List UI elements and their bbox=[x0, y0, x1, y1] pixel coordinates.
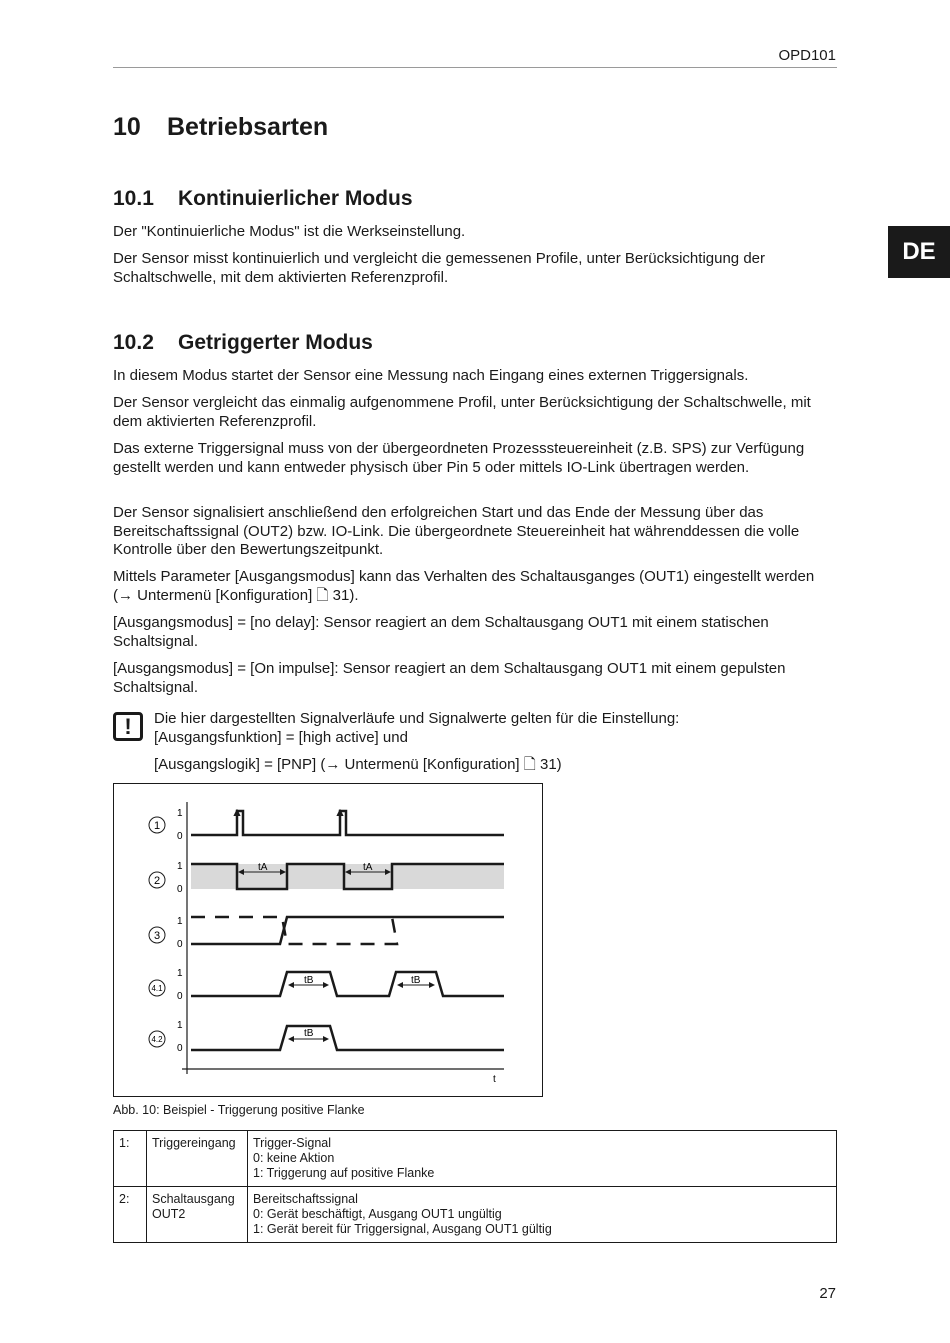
note-line: [Ausgangslogik] = [PNP] (→ Untermenü [Konfiguration] 🗋 31) bbox=[154, 756, 562, 773]
low-level-label: 0 bbox=[177, 884, 183, 895]
paragraph: Das externe Triggersignal muss von der übergeordneten Prozesssteuereinheit (z.B. SPS) zur Verfügung gestellt werden und kann entweder physisch über Pin 5 oder mittels IO-Link übertragen werden. bbox=[113, 440, 805, 476]
table-row bbox=[114, 1131, 837, 1187]
time-axis-label: t bbox=[493, 1074, 496, 1085]
legend-number: 2: bbox=[114, 1187, 147, 1243]
signal-label: 1 bbox=[153, 820, 161, 832]
section-title: Kontinuierlicher Modus bbox=[178, 187, 413, 210]
legend-description bbox=[248, 1131, 837, 1187]
warning-icon: ! bbox=[113, 712, 143, 741]
high-level-label: 1 bbox=[177, 968, 183, 979]
duration-label-ta: tA bbox=[363, 862, 373, 873]
low-level-label: 0 bbox=[177, 831, 183, 842]
timing-diagram-svg bbox=[114, 784, 542, 1096]
high-level-label: 1 bbox=[177, 808, 183, 819]
duration-label-tb: tB bbox=[304, 1028, 314, 1039]
table-row bbox=[114, 1187, 837, 1243]
legend-desc-line: Bereitschaftssignal bbox=[253, 1192, 358, 1206]
legend-desc-line: 1: Gerät bereit für Triggersignal, Ausgang OUT1 gültig bbox=[253, 1222, 552, 1236]
chapter-number: 10 bbox=[113, 113, 141, 141]
language-tab: DE bbox=[888, 226, 950, 278]
section-number: 10.2 bbox=[113, 331, 154, 354]
legend-name-line: OUT2 bbox=[152, 1207, 186, 1221]
timing-diagram bbox=[113, 783, 543, 1097]
low-level-label: 0 bbox=[177, 939, 183, 950]
legend-desc-line: 0: keine Aktion bbox=[253, 1151, 335, 1165]
output-trace bbox=[191, 917, 504, 944]
paragraph: Mittels Parameter [Ausgangsmodus] kann das Verhalten des Schaltausganges (OUT1) eingestellt werden (→ Untermenü [Konfiguration] 🗋 31). bbox=[113, 568, 815, 604]
low-level-label: 0 bbox=[177, 991, 183, 1002]
note-line: Die hier dargestellten Signalverläufe und Signalwerte gelten für die Einstellung: bbox=[154, 710, 680, 727]
legend-name bbox=[147, 1187, 248, 1243]
signal-label: 2 bbox=[153, 875, 161, 887]
duration-label-tb: tB bbox=[411, 975, 421, 986]
chapter-title: Betriebsarten bbox=[167, 113, 329, 141]
paragraph: Der Sensor vergleicht das einmalig aufgenommene Profil, unter Berücksichtigung der Schaltschwelle, mit dem aktivierten Referenzprofil. bbox=[113, 394, 811, 430]
note-line: [Ausgangsfunktion] = [high active] und bbox=[154, 729, 408, 746]
header-rule bbox=[113, 67, 837, 68]
section-heading-10-2 bbox=[113, 331, 373, 355]
paragraph: [Ausgangsmodus] = [On impulse]: Sensor reagiert an dem Schaltausgang OUT1 mit einem gepulsten Schaltsignal. bbox=[113, 660, 786, 696]
doc-code: OPD101 bbox=[778, 47, 836, 64]
out1-no-delay-trace bbox=[191, 972, 504, 996]
signal-label: 3 bbox=[153, 930, 161, 942]
high-level-label: 1 bbox=[177, 1020, 183, 1031]
legend-name: Triggereingang bbox=[147, 1131, 248, 1187]
paragraph: In diesem Modus startet der Sensor eine Messung nach Eingang eines externen Triggersignals. bbox=[113, 367, 749, 384]
paragraph: [Ausgangsmodus] = [no delay]: Sensor reagiert an dem Schaltausgang OUT1 mit einem statischen Schaltsignal. bbox=[113, 614, 769, 650]
legend-desc-line: 1: Triggerung auf positive Flanke bbox=[253, 1166, 435, 1180]
high-level-label: 1 bbox=[177, 916, 183, 927]
output-dashed-trace bbox=[191, 917, 397, 944]
legend-desc-line: Trigger-Signal bbox=[253, 1136, 332, 1150]
figure-caption: Abb. 10: Beispiel - Triggerung positive Flanke bbox=[113, 1103, 365, 1117]
duration-label-ta: tA bbox=[258, 862, 268, 873]
legend-number: 1: bbox=[114, 1131, 147, 1187]
legend-name-line: Schaltausgang bbox=[152, 1192, 235, 1206]
out1-impulse-trace bbox=[191, 1026, 504, 1050]
paragraph: Der Sensor signalisiert anschließend den erfolgreichen Start und das Ende der Messung über das Bereitschaftssignal (OUT2) bzw. IO-Link. Die übergeordnete Steuereinheit hat währenddessen die volle Kontrolle über den Bewertungszeitpunkt. bbox=[113, 504, 800, 558]
legend-desc-line: 0: Gerät beschäftigt, Ausgang OUT1 ungültig bbox=[253, 1207, 502, 1221]
section-heading-10-1 bbox=[113, 187, 413, 211]
legend-table bbox=[113, 1130, 837, 1243]
high-level-label: 1 bbox=[177, 861, 183, 872]
legend-description bbox=[248, 1187, 837, 1243]
paragraph: Der "Kontinuierliche Modus" ist die Werkseinstellung. bbox=[113, 223, 466, 240]
chapter-heading bbox=[113, 113, 328, 142]
section-number: 10.1 bbox=[113, 187, 154, 210]
signal-label: 4.1 bbox=[151, 984, 163, 993]
signal-label: 4.2 bbox=[151, 1035, 163, 1044]
page-number: 27 bbox=[819, 1285, 836, 1302]
low-level-label: 0 bbox=[177, 1043, 183, 1054]
trigger-signal-trace bbox=[191, 811, 504, 835]
paragraph: Der Sensor misst kontinuierlich und vergleicht die gemessenen Profile, unter Berücksichtigung der Schaltschwelle, mit dem aktivierten Referenzprofil. bbox=[113, 250, 765, 286]
duration-label-tb: tB bbox=[304, 975, 314, 986]
section-title: Getriggerter Modus bbox=[178, 331, 373, 354]
